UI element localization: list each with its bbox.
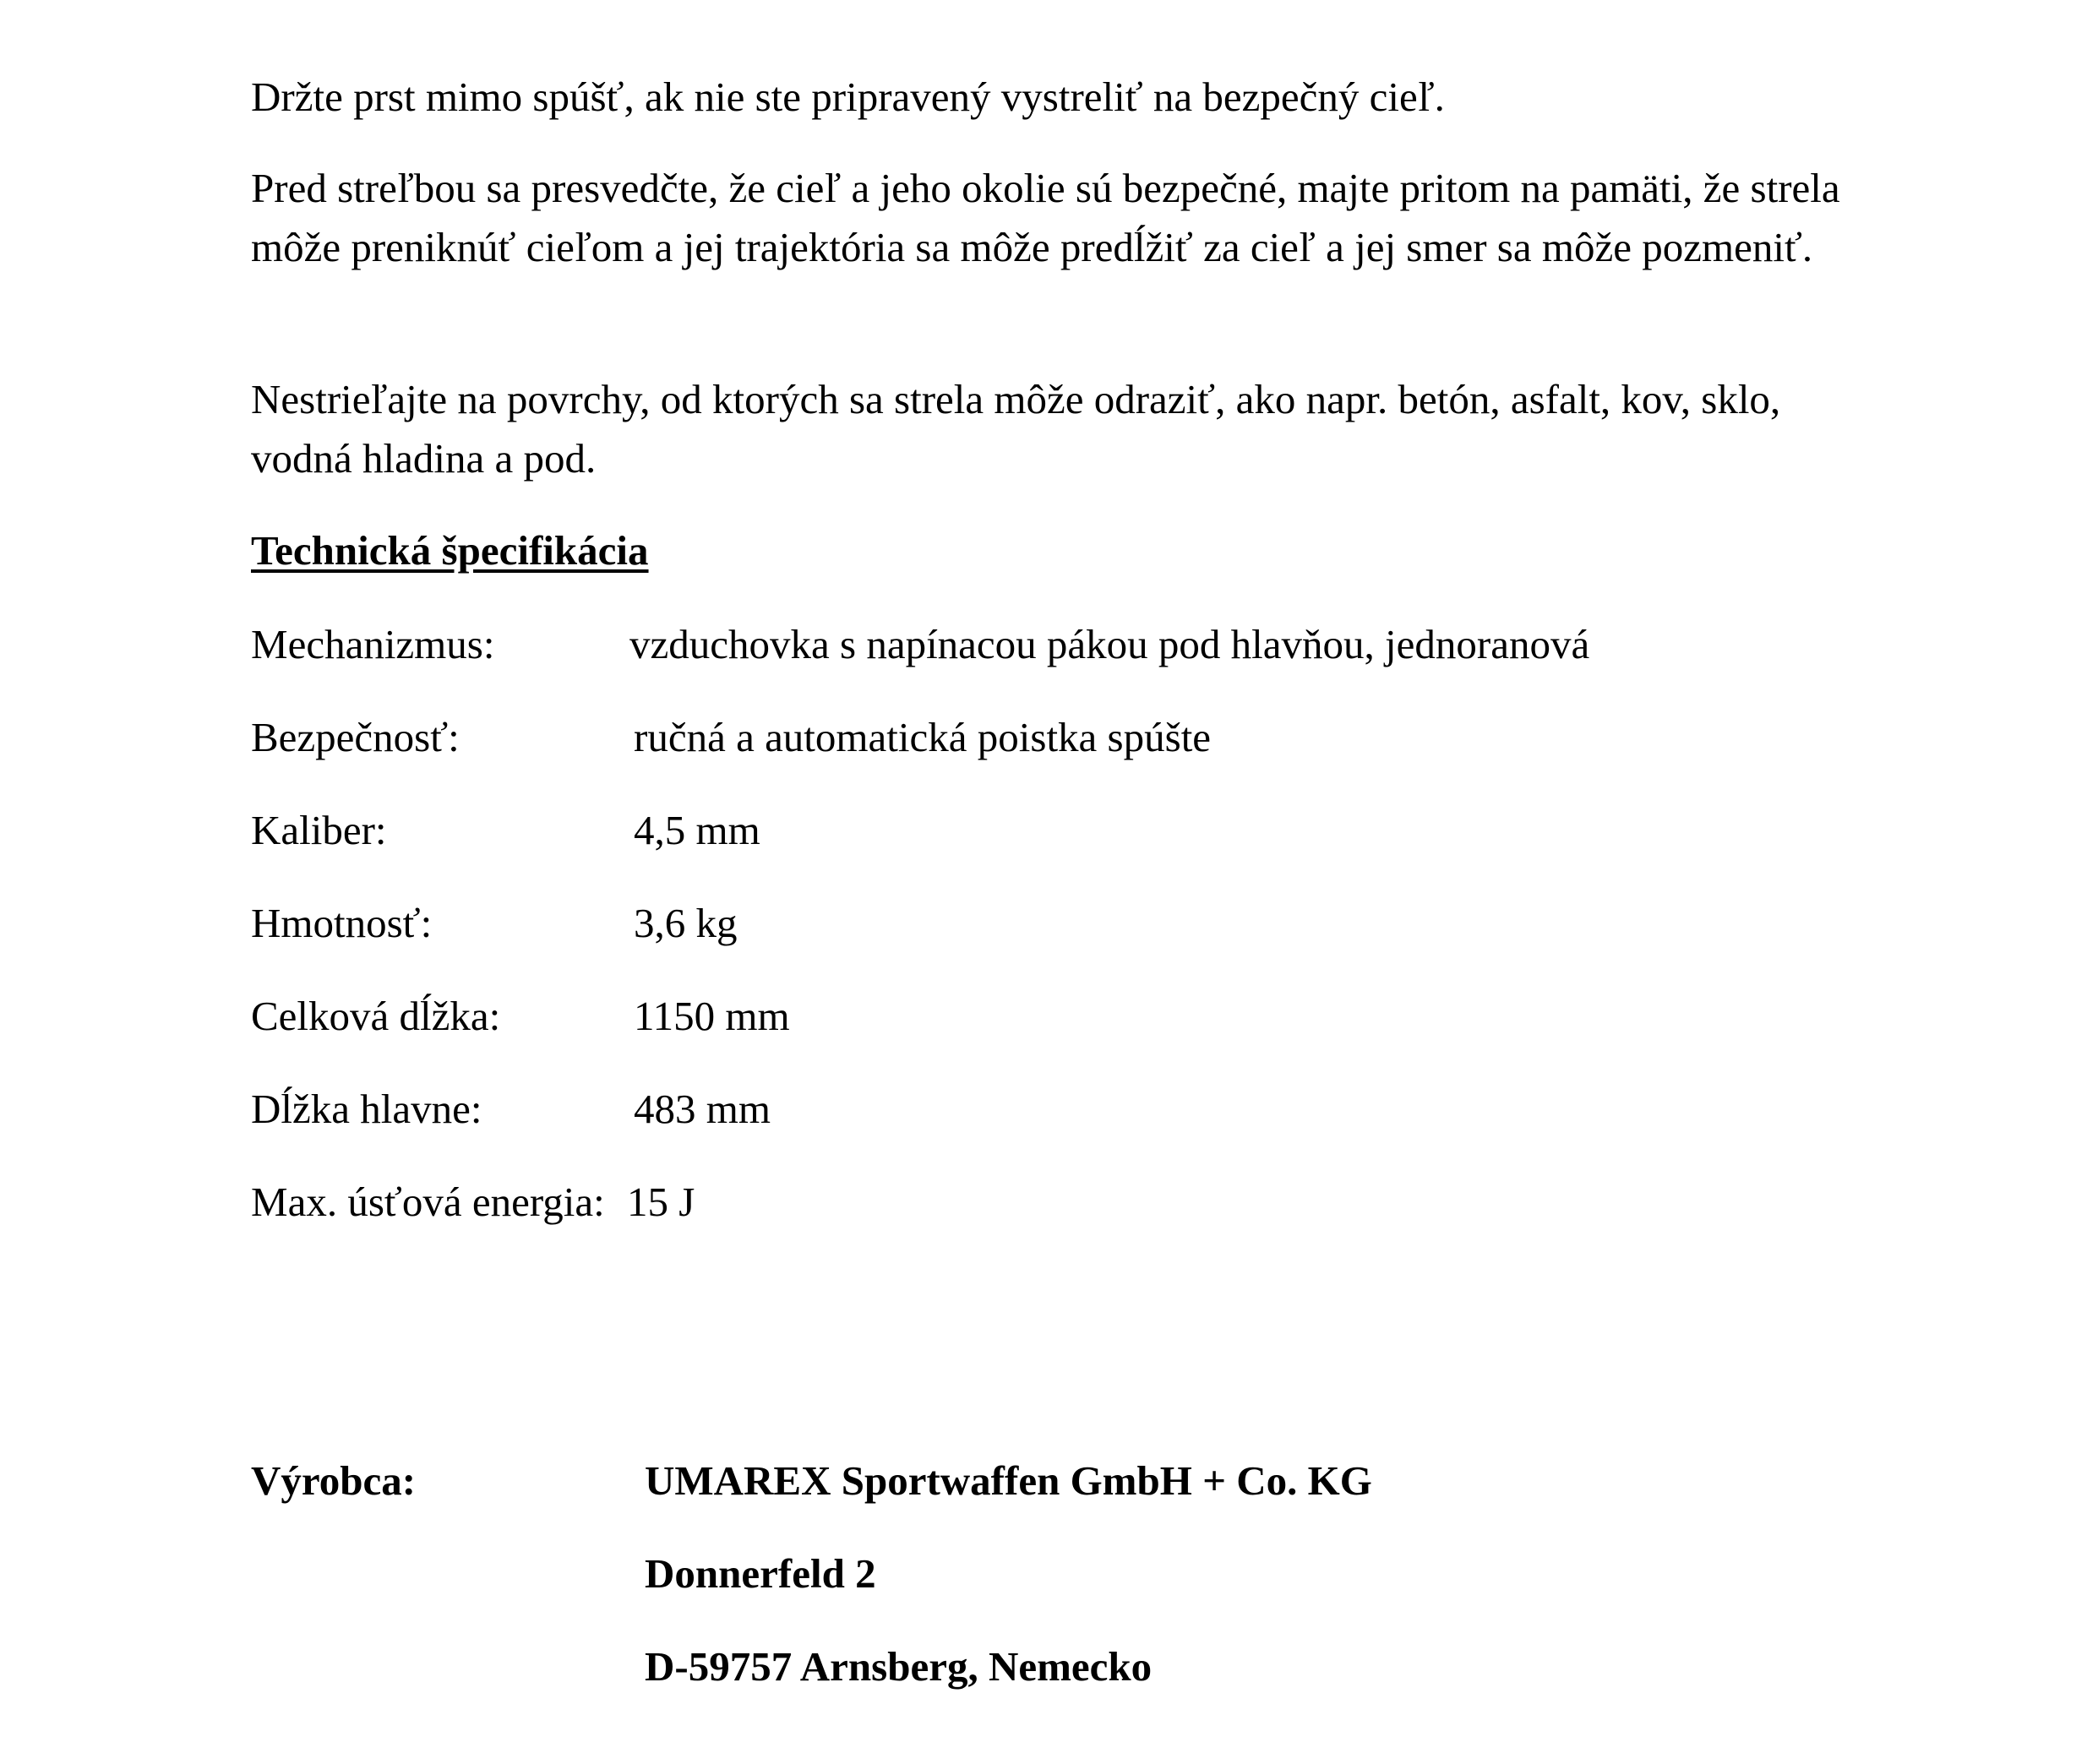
spec-value: 3,6 kg xyxy=(634,900,738,946)
safety-paragraph-trigger: Držte prst mimo spúšť, ak nie ste pripravený vystreliť na bezpečný cieľ. xyxy=(251,74,1445,120)
safety-paragraph-surfaces: Nestrieľajte na povrchy, od ktorých sa strela môže odraziť, ako napr. betón, asfalt, kov, sklo, vodná hladina a pod. xyxy=(251,376,1781,482)
spec-heading: Technická špecifikácia xyxy=(251,527,649,574)
spec-label: Kaliber: xyxy=(251,807,387,853)
manufacturer-city: D-59757 Arnsberg, Nemecko xyxy=(645,1643,1153,1690)
spec-value: 1150 mm xyxy=(634,993,790,1039)
manufacturer-company: UMAREX Sportwaffen GmbH + Co. KG xyxy=(645,1457,1372,1504)
spec-value: ručná a automatická poistka spúšte xyxy=(634,714,1212,760)
spec-value: 483 mm xyxy=(634,1086,771,1132)
manufacturer-street: Donnerfeld 2 xyxy=(645,1550,876,1597)
spec-label: Mechanizmus: xyxy=(251,621,495,667)
safety-paragraph-target: Pred streľbou sa presvedčte, že cieľ a jeho okolie sú bezpečné, majte pritom na pamäti, že strela môže preniknúť cieľom a jej trajektória sa môže predĺžiť za cieľ a jej smer sa môže pozmeniť. xyxy=(251,165,1840,270)
spec-label: Dĺžka hlavne: xyxy=(251,1086,482,1132)
spec-value: vzduchovka s napínacou pákou pod hlavňou, jednoranová xyxy=(629,621,1590,667)
spec-label: Hmotnosť: xyxy=(251,900,433,946)
manufacturer-label: Výrobca: xyxy=(251,1457,417,1504)
spec-value: 4,5 mm xyxy=(634,807,760,853)
spec-label: Bezpečnosť: xyxy=(251,714,460,760)
spec-label: Celková dĺžka: xyxy=(251,993,501,1039)
spec-label: Max. úsťová energia: xyxy=(251,1179,605,1225)
spec-value: 15 J xyxy=(627,1179,695,1225)
